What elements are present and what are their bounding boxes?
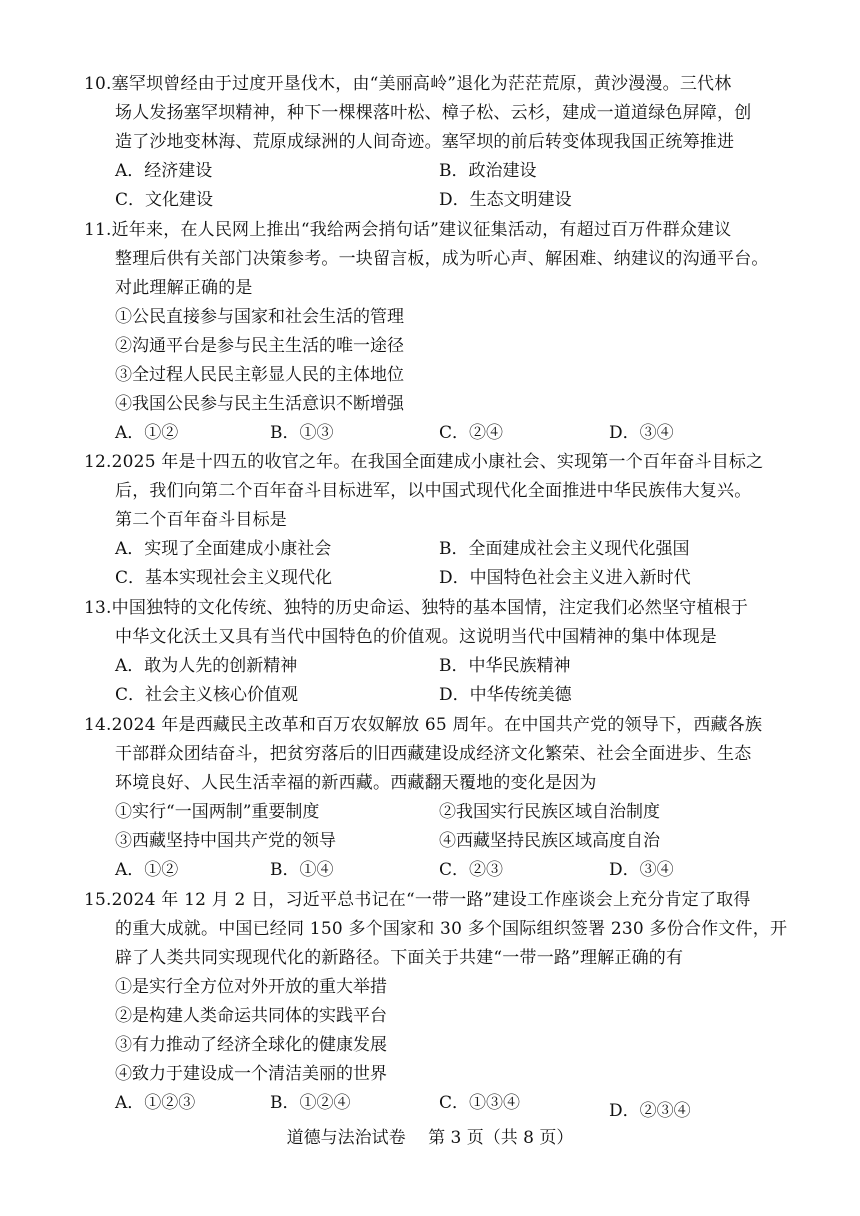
question-14 xyxy=(84,711,784,885)
option-c: C．社会主义核心价值观 xyxy=(115,685,299,705)
question-stem-line: 辟了人类共同实现现代化的新路径。下面关于共建“一带一路”理解正确的有 xyxy=(115,948,684,968)
options-row xyxy=(84,419,784,448)
options-row xyxy=(84,535,784,564)
option-c: C．基本实现社会主义现代化 xyxy=(115,568,333,588)
question-13 xyxy=(84,594,784,710)
statements-row xyxy=(84,827,784,856)
question-12 xyxy=(84,448,784,593)
statement: ①公民直接参与国家和社会生活的管理 xyxy=(115,307,404,327)
question-stem-line: 整理后供有关部门决策参考。一块留言板，成为听心声、解困难、纳建议的沟通平台。 xyxy=(115,249,769,269)
statement: ②是构建人类命运共同体的实践平台 xyxy=(115,1006,387,1026)
option-c: C．②④ xyxy=(439,423,504,443)
options-row xyxy=(84,1089,784,1121)
question-stem-line: 环境良好、人民生活幸福的新西藏。西藏翻天覆地的变化是因为 xyxy=(115,773,597,793)
option-b: B．①③ xyxy=(270,423,334,443)
options-row xyxy=(84,681,784,710)
option-d: D．中国特色社会主义进入新时代 xyxy=(439,568,691,588)
statements-row xyxy=(84,798,784,827)
options-row xyxy=(84,652,784,681)
statement: ④我国公民参与民主生活意识不断增强 xyxy=(115,394,404,414)
option-c: C．①③④ xyxy=(439,1093,521,1113)
question-number: 10. xyxy=(84,74,112,94)
question-stem-line: 的重大成就。中国已经同 150 多个国家和 30 多个国际组织签署 230 多份合作文件，开 xyxy=(115,919,788,939)
option-b: B．政治建设 xyxy=(439,161,537,181)
option-d: D．②③④ xyxy=(609,1101,691,1121)
statement: ④致力于建设成一个清洁美丽的世界 xyxy=(115,1064,387,1084)
statement: ④西藏坚持民族区域高度自治 xyxy=(439,831,660,851)
options-row xyxy=(84,157,784,186)
question-stem-line: 干部群众团结奋斗，把贫穷落后的旧西藏建设成经济文化繁荣、社会全面进步、生态 xyxy=(115,744,752,764)
question-stem-line: 近年来，在人民网上推出“我给两会捎句话”建议征集活动，有超过百万件群众建议 xyxy=(111,220,732,240)
option-d: D．③④ xyxy=(609,860,674,880)
question-number: 14. xyxy=(84,715,112,735)
question-15 xyxy=(84,886,788,1121)
option-d: D．生态文明建设 xyxy=(439,190,572,210)
question-11 xyxy=(84,216,784,448)
question-stem-line: 第二个百年奋斗目标是 xyxy=(115,510,287,530)
question-stem-line: 中国独特的文化传统、独特的历史命运、独特的基本国情，注定我们必然坚守植根于 xyxy=(111,598,749,618)
options-row xyxy=(84,186,784,215)
question-stem-line: 对此理解正确的是 xyxy=(115,278,253,298)
statement: ③全过程人民民主彰显人民的主体地位 xyxy=(115,365,404,385)
question-number: 11. xyxy=(84,220,112,240)
page-footer: 道德与法治试卷 第 3 页（共 8 页） xyxy=(286,1128,574,1148)
option-d: D．③④ xyxy=(609,423,674,443)
option-a: A．①②③ xyxy=(115,1093,196,1113)
option-c: C．②③ xyxy=(439,860,504,880)
statement: ③有力推动了经济全球化的健康发展 xyxy=(115,1035,387,1055)
question-stem-line: 中华文化沃土又具有当代中国特色的价值观。这说明当代中国精神的集中体现是 xyxy=(115,627,717,647)
option-a: A．经济建设 xyxy=(115,161,213,181)
statement: ①实行“一国两制”重要制度 xyxy=(115,802,320,822)
statement: ③西藏坚持中国共产党的领导 xyxy=(115,831,336,851)
option-c: C．文化建设 xyxy=(115,190,214,210)
question-stem-line: 2025 年是十四五的收官之年。在我国全面建成小康社会、实现第一个百年奋斗目标之 xyxy=(111,452,764,472)
question-10 xyxy=(84,70,784,215)
options-row xyxy=(84,856,784,885)
option-d: D．中华传统美德 xyxy=(439,685,572,705)
question-stem-line: 塞罕坝曾经由于过度开垦伐木，由“美丽高岭”退化为茫茫荒原，黄沙漫漫。三代林 xyxy=(111,74,732,94)
question-number: 15. xyxy=(84,890,112,910)
question-stem-line: 2024 年是西藏民主改革和百万农奴解放 65 周年。在中国共产党的领导下，西藏各族 xyxy=(111,715,763,735)
question-stem-line: 造了沙地变林海、荒原成绿洲的人间奇迹。塞罕坝的前后转变体现我国正统筹推进 xyxy=(115,132,735,152)
question-stem-line: 后，我们向第二个百年奋斗目标进军，以中国式现代化全面推进中华民族伟大复兴。 xyxy=(115,481,752,501)
question-number: 12. xyxy=(84,452,112,472)
question-stem-line: 2024 年 12 月 2 日，习近平总书记在“一带一路”建设工作座谈会上充分肯定了取得 xyxy=(111,890,751,910)
option-a: A．敢为人先的创新精神 xyxy=(115,656,298,676)
question-stem-line: 场人发扬塞罕坝精神，种下一棵棵落叶松、樟子松、云杉，建成一道道绿色屏障，创 xyxy=(115,103,752,123)
question-number: 13. xyxy=(84,598,112,618)
option-a: A．①② xyxy=(115,860,179,880)
option-b: B．全面建成社会主义现代化强国 xyxy=(439,539,690,559)
option-a: A．①② xyxy=(115,423,179,443)
option-b: B．①②④ xyxy=(270,1093,351,1113)
option-b: B．①④ xyxy=(270,860,334,880)
statement: ②沟通平台是参与民主生活的唯一途径 xyxy=(115,336,404,356)
options-row xyxy=(84,564,784,593)
statement: ②我国实行民族区域自治制度 xyxy=(439,802,660,822)
option-b: B．中华民族精神 xyxy=(439,656,571,676)
option-a: A．实现了全面建成小康社会 xyxy=(115,539,332,559)
statement: ①是实行全方位对外开放的重大举措 xyxy=(115,977,387,997)
